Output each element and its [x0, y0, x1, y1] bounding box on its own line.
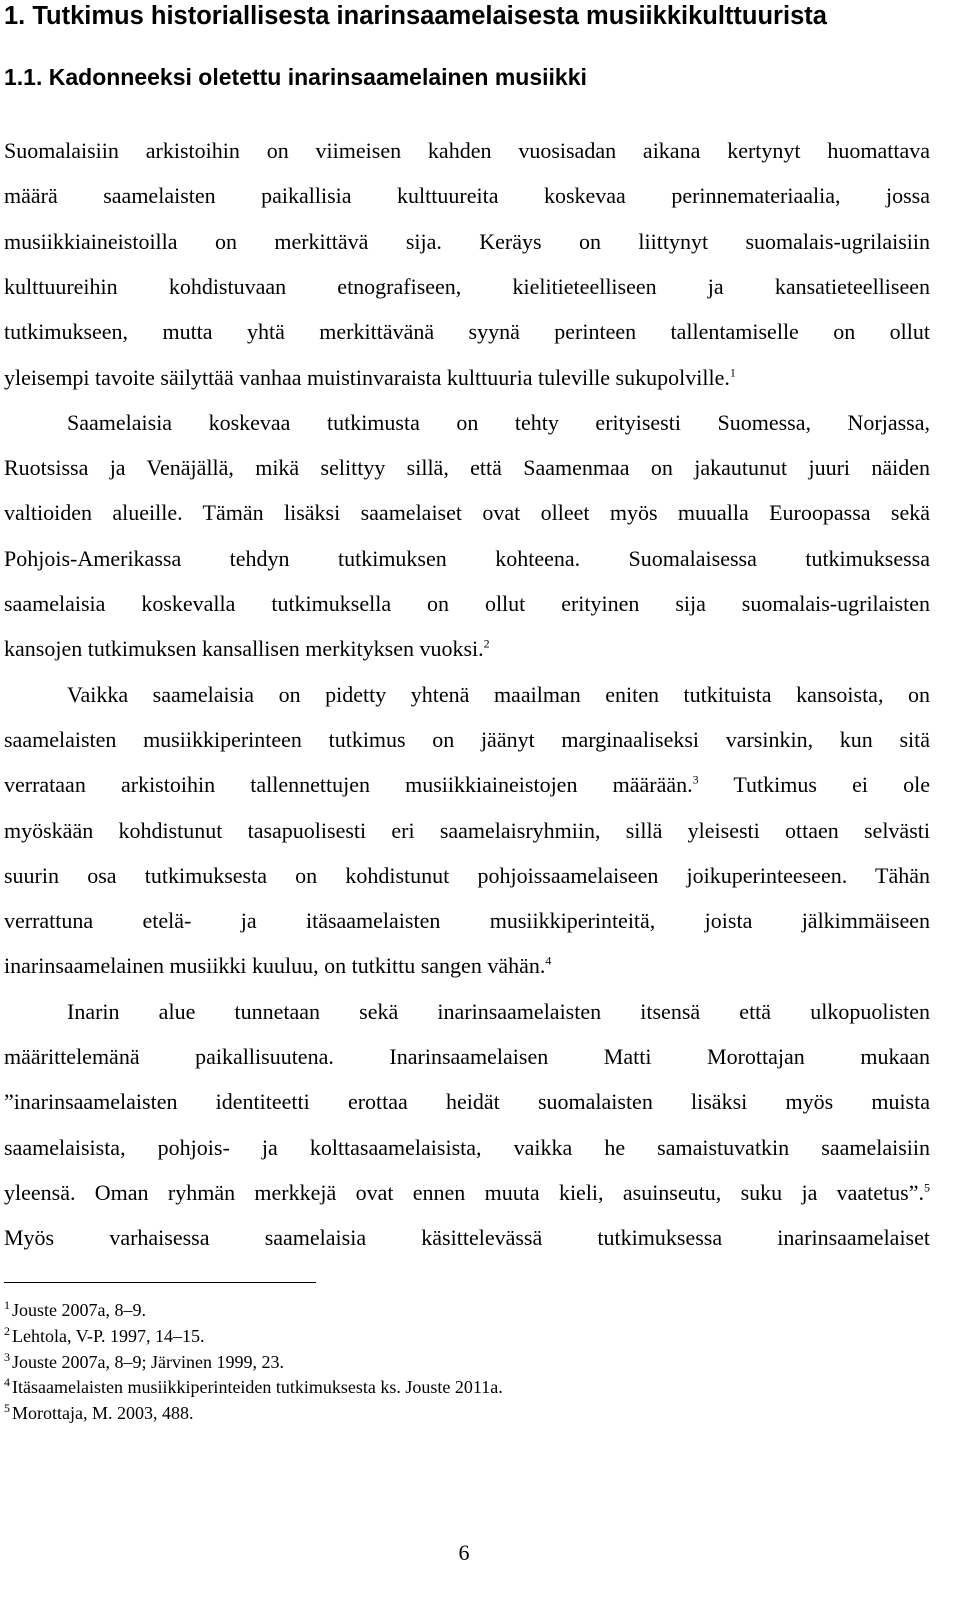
footnote	[4, 1374, 503, 1400]
text-line	[4, 219, 930, 264]
text-line	[67, 400, 930, 445]
text-line	[4, 490, 930, 535]
text-line	[4, 536, 930, 581]
line-text: Ruotsissa ja Venäjällä, mikä selittyy sillä, että Saamenmaa on jakautunut juuri näiden	[4, 455, 930, 481]
line-text: verrataan arkistoihin tallennettujen musiikkiaineistojen määrään.	[4, 772, 693, 798]
text-line	[4, 1170, 930, 1215]
text-line	[4, 898, 930, 943]
footnote-ref[interactable]: 1	[729, 365, 736, 380]
line-text: verrattuna etelä- ja itäsaamelaisten musiikkiperinteitä, joista jälkimmäiseen	[4, 908, 930, 934]
line-text: kulttuureihin kohdistuvaan etnografiseen, kielitieteelliseen ja kansatieteelliseen	[4, 273, 930, 299]
text-line	[4, 1215, 930, 1260]
line-text: Myös varhaisessa saamelaisia käsittelevässä tutkimuksessa inarinsaamelaiset	[4, 1225, 930, 1251]
section-heading: 1.1. Kadonneeksi oletettu inarinsaamelainen musiikki	[4, 64, 587, 90]
footnote-number: 3	[4, 1349, 10, 1364]
text-line	[4, 808, 930, 853]
line-text: saamelaisten musiikkiperinteen tutkimus on jäänyt marginaaliseksi varsinkin, kun sitä	[4, 726, 930, 752]
text-line	[67, 672, 930, 717]
footnote-text: Morottaja, M. 2003, 488.	[12, 1403, 194, 1424]
text-line	[4, 445, 930, 490]
footnote-text: Jouste 2007a, 8–9; Järvinen 1999, 23.	[12, 1351, 284, 1372]
footnote	[4, 1323, 205, 1349]
line-text: ”inarinsaamelaisten identiteetti erottaa heidät suomalaisten lisäksi myös muista	[4, 1089, 930, 1115]
text-line	[4, 128, 930, 173]
text-line	[4, 264, 930, 309]
text-line	[4, 1079, 930, 1124]
line-text: musiikkiaineistoilla on merkittävä sija. Keräys on liittynyt suomalais-ugrilaisiin	[4, 228, 930, 254]
line-text: Pohjois-Amerikassa tehdyn tutkimuksen kohteena. Suomalaisessa tutkimuksessa	[4, 545, 930, 571]
line-text: yleisempi tavoite säilyttää vanhaa muistinvaraista kulttuuria tuleville sukupolville.	[4, 364, 730, 390]
footnote-ref[interactable]: 4	[545, 954, 552, 969]
line-text: Vaikka saamelaisia on pidetty yhtenä maailman eniten tutkituista kansoista, on	[67, 681, 930, 707]
line-text: Suomalaisiin arkistoihin on viimeisen kahden vuosisadan aikana kertynyt huomattava	[4, 138, 930, 163]
text-line	[4, 1034, 930, 1079]
line-text: saamelaisista, pohjois- ja kolttasaamelaisista, vaikka he samaistuvatkin saamelaisiin	[4, 1134, 930, 1160]
footnote-ref[interactable]: 2	[483, 636, 490, 651]
text-line	[4, 762, 930, 807]
line-text: myöskään kohdistunut tasapuolisesti eri saamelaisryhmiin, sillä yleisesti ottaen selvästi	[4, 817, 930, 843]
line-text: valtioiden alueille. Tämän lisäksi saamelaiset ovat olleet myös muualla Euroopassa sekä	[4, 500, 930, 526]
footnote-ref[interactable]: 5	[924, 1180, 930, 1195]
footnote-number: 2	[4, 1323, 10, 1338]
text-line	[4, 1125, 930, 1170]
text-line	[4, 173, 930, 218]
footnote-number: 1	[4, 1298, 10, 1312]
text-line	[4, 853, 930, 898]
text-line	[4, 626, 930, 671]
line-text: kansojen tutkimuksen kansallisen merkityksen vuoksi.	[4, 636, 484, 662]
footnote	[4, 1297, 146, 1323]
text-line	[4, 581, 930, 626]
chapter-heading: 1. Tutkimus historiallisesta inarinsaamelaisesta musiikkikulttuurista	[4, 2, 827, 30]
page-number: 6	[458, 1540, 470, 1565]
line-text: saamelaisia koskevalla tutkimuksella on ollut erityinen sija suomalais-ugrilaisten	[4, 591, 930, 616]
text-line	[4, 943, 930, 988]
line-text: tutkimukseen, mutta yhtä merkittävänä syynä perinteen tallentamiselle on ollut	[4, 319, 930, 345]
text-line	[4, 309, 930, 354]
footnote-text: Itäsaamelaisten musiikkiperinteiden tutkimuksesta ks. Jouste 2011a.	[12, 1377, 503, 1398]
line-text-after: Tutkimus ei ole	[698, 772, 930, 798]
footnote-text: Jouste 2007a, 8–9.	[12, 1300, 146, 1320]
footnote	[4, 1349, 284, 1375]
text-line	[4, 717, 930, 762]
line-text: suurin osa tutkimuksesta on kohdistunut pohjoissaamelaiseen joikuperinteeseen. Tähän	[4, 862, 930, 888]
text-line	[4, 355, 930, 400]
line-text: määrittelemänä paikallisuutena. Inarinsaamelaisen Matti Morottajan mukaan	[4, 1044, 930, 1069]
line-text: Saamelaisia koskevaa tutkimusta on tehty erityisesti Suomessa, Norjassa,	[67, 409, 930, 435]
line-text: Inarin alue tunnetaan sekä inarinsaamelaisten itsensä että ulkopuolisten	[67, 998, 930, 1024]
line-text: määrä saamelaisten paikallisia kulttuureita koskevaa perinnemateriaalia, jossa	[4, 183, 930, 209]
footnote	[4, 1400, 194, 1426]
footnote-number: 5	[4, 1401, 10, 1416]
line-text: inarinsaamelainen musiikki kuuluu, on tutkittu sangen vähän.	[4, 953, 546, 979]
footnote-text: Lehtola, V-P. 1997, 14–15.	[12, 1325, 205, 1346]
footnote-separator	[4, 1282, 316, 1283]
footnote-number: 4	[4, 1375, 10, 1390]
text-line	[67, 989, 930, 1034]
footnote-ref[interactable]: 3	[692, 772, 699, 787]
line-text: yleensä. Oman ryhmän merkkejä ovat ennen muuta kieli, asuinseutu, suku ja vaatetus”.	[4, 1179, 924, 1205]
